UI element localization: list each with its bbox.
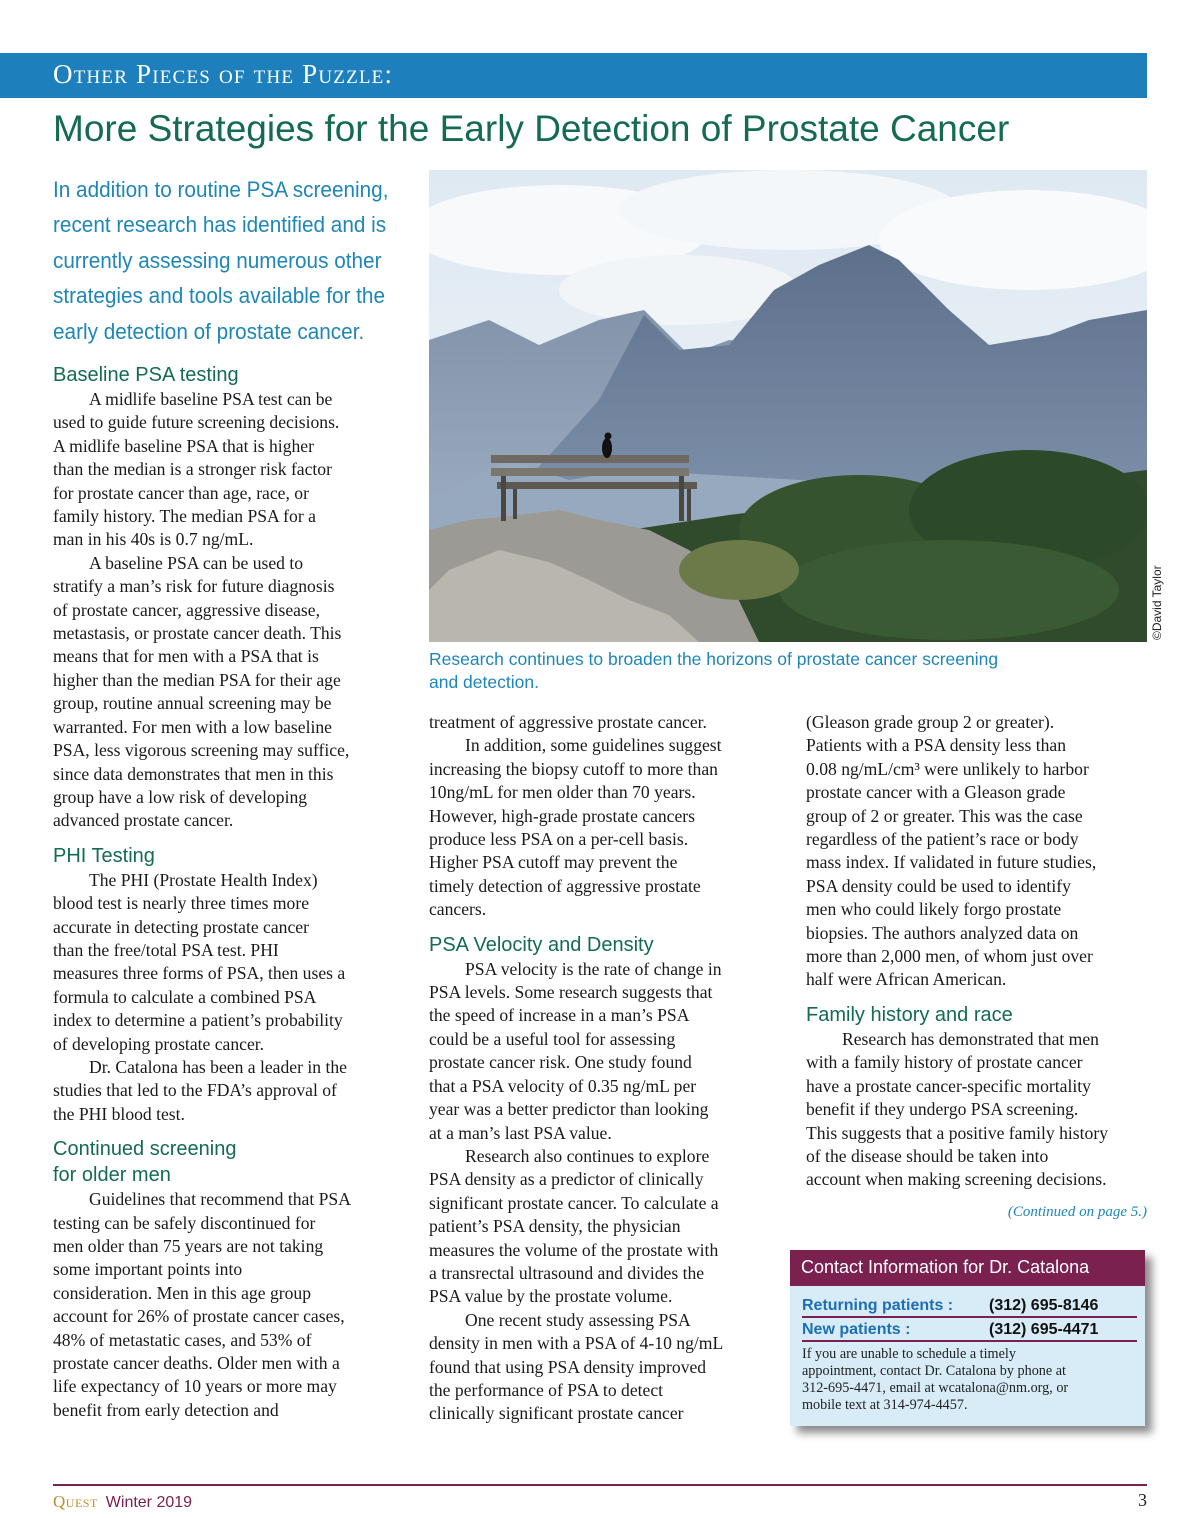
body-text-line: Patients with a PSA density less than bbox=[806, 735, 1066, 756]
body-text-line: PSA, less vigorous screening may suffice, bbox=[53, 740, 350, 761]
contact-note bbox=[802, 1346, 1137, 1414]
body-text-line: group, routine annual screening may be bbox=[53, 693, 332, 714]
body-text-line: the performance of PSA to detect bbox=[429, 1379, 664, 1400]
body-text-line: half were African American. bbox=[806, 969, 1007, 990]
body-text-line: Research also continues to explore bbox=[465, 1145, 710, 1166]
body-text-line: of the disease should be taken into bbox=[806, 1145, 1049, 1166]
body-text-line: benefit from early detection and bbox=[53, 1399, 279, 1420]
body-text-line: group have a low risk of developing bbox=[53, 786, 308, 807]
body-text-line: found that using PSA density improved bbox=[429, 1356, 707, 1377]
section-banner bbox=[0, 53, 1147, 98]
photo-credit: ©David Taylor bbox=[1150, 565, 1164, 640]
body-text-line: accurate in detecting prostate cancer bbox=[53, 916, 309, 937]
body-text-line: In addition, some guidelines suggest bbox=[465, 735, 722, 756]
column-middle bbox=[429, 711, 779, 1426]
contact-note-line: appointment, contact Dr. Catalona by phone at bbox=[802, 1363, 1066, 1379]
footer-issue: Winter 2019 bbox=[105, 1494, 193, 1511]
section-heading: Family history and race bbox=[806, 1003, 1013, 1026]
body-text-line: could be a useful tool for assessing bbox=[429, 1028, 676, 1049]
body-text-line: blood test is nearly three times more bbox=[53, 893, 310, 914]
intro-line: currently assessing numerous other bbox=[53, 247, 382, 273]
body-text-line: treatment of aggressive prostate cancer. bbox=[429, 712, 707, 732]
body-text-line: higher than the median PSA for their age bbox=[53, 669, 341, 690]
body-text-line: have a prostate cancer-specific mortality bbox=[806, 1075, 1091, 1096]
body-text-line: used to guide future screening decisions. bbox=[53, 412, 340, 433]
body-text-line: men who could likely forgo prostate bbox=[806, 899, 1062, 920]
body-text-line: 0.08 ng/mL/cm³ were unlikely to harbor bbox=[806, 758, 1089, 779]
body-text-line: density in men with a PSA of 4-10 ng/mL bbox=[429, 1333, 724, 1354]
page-number: 3 bbox=[1138, 1490, 1147, 1510]
body-text-line: than the median is a stronger risk factor bbox=[53, 459, 332, 480]
body-text-line: regardless of the patient’s race or body bbox=[806, 829, 1079, 850]
body-text-line: timely detection of aggressive prostate bbox=[429, 875, 701, 896]
body-text-line: However, high-grade prostate cancers bbox=[429, 805, 696, 826]
body-text-line: 48% of metastatic cases, and 53% of bbox=[53, 1329, 312, 1350]
body-text-line: Research has demonstrated that men bbox=[842, 1028, 1099, 1049]
body-text-line: at a man’s last PSA value. bbox=[429, 1122, 612, 1143]
section-heading: PHI Testing bbox=[53, 844, 155, 867]
body-text-line: measures three forms of PSA, then uses a bbox=[53, 963, 346, 984]
footer-publication bbox=[53, 1492, 192, 1512]
caption-line: Research continues to broaden the horizons of prostate cancer screening bbox=[429, 649, 999, 669]
mountain-scene-image bbox=[429, 170, 1147, 642]
contact-box-title: Contact Information for Dr. Catalona bbox=[790, 1250, 1145, 1286]
body-text-line: life expectancy of 10 years or more may bbox=[53, 1376, 337, 1397]
body-text-line: stratify a man’s risk for future diagnosis bbox=[53, 576, 335, 597]
body-text-line: This suggests that a positive family history bbox=[806, 1122, 1108, 1143]
body-text-line: that a PSA velocity of 0.35 ng/mL per bbox=[429, 1075, 697, 1096]
caption-line: and detection. bbox=[429, 672, 539, 692]
body-text-line: clinically significant prostate cancer bbox=[429, 1403, 684, 1424]
new-patients-label: New patients : bbox=[802, 1321, 911, 1338]
body-text-line: prostate cancer risk. One study found bbox=[429, 1052, 692, 1073]
body-text-line: the speed of increase in a man’s PSA bbox=[429, 1005, 690, 1026]
returning-patients-phone[interactable]: (312) 695-8146 bbox=[989, 1297, 1099, 1314]
body-text-line: prostate cancer deaths. Older men with a bbox=[53, 1353, 340, 1374]
body-text-line: Dr. Catalona has been a leader in the bbox=[89, 1056, 347, 1077]
contact-info-box bbox=[790, 1250, 1145, 1426]
body-text-line: more than 2,000 men, of whom just over bbox=[806, 946, 1093, 967]
body-text-line: of prostate cancer, aggressive disease, bbox=[53, 599, 320, 620]
new-patients-phone[interactable]: (312) 695-4471 bbox=[989, 1321, 1099, 1338]
body-text-line: warranted. For men with a low baseline bbox=[53, 716, 332, 737]
section-heading: for older men bbox=[53, 1164, 171, 1187]
intro-line: early detection of prostate cancer. bbox=[53, 318, 365, 344]
intro-paragraph bbox=[53, 172, 389, 349]
body-text-line: metastasis, or prostate cancer death. This bbox=[53, 623, 342, 644]
column-right bbox=[806, 711, 1151, 1192]
body-text-line: consideration. Men in this age group bbox=[53, 1282, 311, 1303]
body-text-line: than the free/total PSA test. PHI bbox=[53, 939, 279, 960]
footer-divider bbox=[53, 1484, 1147, 1486]
body-text-line: with a family history of prostate cancer bbox=[806, 1052, 1083, 1073]
page-title: More Strategies for the Early Detection of Prostate Cancer bbox=[53, 108, 1010, 149]
intro-line: In addition to routine PSA screening, bbox=[53, 177, 389, 202]
body-text-line: prostate cancer with a Gleason grade bbox=[806, 782, 1066, 803]
body-text-line: PSA velocity is the rate of change in bbox=[465, 958, 722, 979]
intro-line: strategies and tools available for the bbox=[53, 283, 385, 309]
contact-note-line: mobile text at 314-974-4457. bbox=[802, 1397, 968, 1413]
body-text-line: account for 26% of prostate cancer cases, bbox=[53, 1306, 345, 1327]
body-text-line: formula to calculate a combined PSA bbox=[53, 986, 317, 1007]
body-text-line: cancers. bbox=[429, 899, 487, 920]
body-text-line: some important points into bbox=[53, 1259, 243, 1280]
body-text-line: measures the volume of the prostate with bbox=[429, 1239, 719, 1260]
body-text-line: the PHI blood test. bbox=[53, 1103, 185, 1124]
body-text-line: PSA levels. Some research suggests that bbox=[429, 982, 713, 1003]
body-text-line: advanced prostate cancer. bbox=[53, 810, 234, 831]
body-text-line: mass index. If validated in future studies, bbox=[806, 852, 1097, 873]
body-text-line: The PHI (Prostate Health Index) bbox=[89, 869, 318, 890]
body-text-line: account when making screening decisions. bbox=[806, 1169, 1107, 1190]
returning-patients-row bbox=[802, 1294, 1137, 1318]
body-text-line: (Gleason grade group 2 or greater). bbox=[806, 712, 1055, 732]
mountain-bench-photo bbox=[429, 170, 1147, 642]
section-heading: PSA Velocity and Density bbox=[429, 933, 654, 956]
body-text-line: biopsies. The authors analyzed data on bbox=[806, 922, 1079, 943]
body-text-line: patient’s PSA density, the physician bbox=[429, 1216, 681, 1237]
body-text-line: means that for men with a PSA that is bbox=[53, 646, 319, 667]
banner-text: Other Pieces of the Puzzle: bbox=[53, 59, 394, 89]
footer-brand: Quest bbox=[53, 1492, 98, 1511]
body-text-line: One recent study assessing PSA bbox=[465, 1309, 691, 1330]
body-text-line: index to determine a patient’s probability bbox=[53, 1010, 343, 1031]
continued-note: (Continued on page 5.) bbox=[1007, 1204, 1147, 1220]
body-text-line: PSA value by the prostate volume. bbox=[429, 1286, 673, 1307]
body-text-line: man in his 40s is 0.7 ng/mL. bbox=[53, 529, 254, 550]
column-left bbox=[53, 362, 398, 1422]
body-text-line: since data demonstrates that men in this bbox=[53, 763, 334, 784]
body-text-line: group of 2 or greater. This was the case bbox=[806, 805, 1083, 826]
body-text-line: Guidelines that recommend that PSA bbox=[89, 1189, 351, 1210]
body-text-line: benefit if they undergo PSA screening. bbox=[806, 1099, 1079, 1120]
body-text-line: significant prostate cancer. To calculate a bbox=[429, 1192, 719, 1213]
body-text-line: a transrectal ultrasound and divides the bbox=[429, 1262, 705, 1283]
section-heading: Continued screening bbox=[53, 1138, 237, 1161]
body-text-line: A midlife baseline PSA test can be bbox=[89, 389, 333, 409]
body-text-line: year was a better predictor than looking bbox=[429, 1099, 709, 1120]
body-text-line: for prostate cancer than age, race, or bbox=[53, 482, 309, 503]
body-text-line: of developing prostate cancer. bbox=[53, 1033, 265, 1054]
contact-note-line: If you are unable to schedule a timely bbox=[802, 1346, 1016, 1362]
body-text-line: produce less PSA on a per-cell basis. bbox=[429, 829, 689, 850]
section-heading: Baseline PSA testing bbox=[53, 364, 239, 386]
returning-patients-label: Returning patients : bbox=[802, 1297, 954, 1314]
photo-caption bbox=[429, 648, 1109, 694]
body-text-line: increasing the biopsy cutoff to more than bbox=[429, 758, 718, 779]
body-text-line: family history. The median PSA for a bbox=[53, 506, 316, 527]
intro-line: recent research has identified and is bbox=[53, 212, 387, 238]
new-patients-row bbox=[802, 1318, 1137, 1342]
body-text-line: 10ng/mL for men older than 70 years. bbox=[429, 782, 696, 803]
contact-note-line: 312-695-4471, email at wcatalona@nm.org, or bbox=[802, 1380, 1069, 1396]
body-text-line: PSA density could be used to identify bbox=[806, 875, 1071, 896]
body-text-line: Higher PSA cutoff may prevent the bbox=[429, 852, 678, 873]
body-text-line: A midlife baseline PSA that is higher bbox=[53, 435, 314, 456]
body-text-line: men older than 75 years are not taking bbox=[53, 1236, 324, 1256]
body-text-line: studies that led to the FDA’s approval of bbox=[53, 1080, 337, 1101]
body-text-line: A baseline PSA can be used to bbox=[89, 552, 304, 573]
body-text-line: testing can be safely discontinued for bbox=[53, 1212, 316, 1233]
body-text-line: PSA density as a predictor of clinically bbox=[429, 1169, 704, 1190]
